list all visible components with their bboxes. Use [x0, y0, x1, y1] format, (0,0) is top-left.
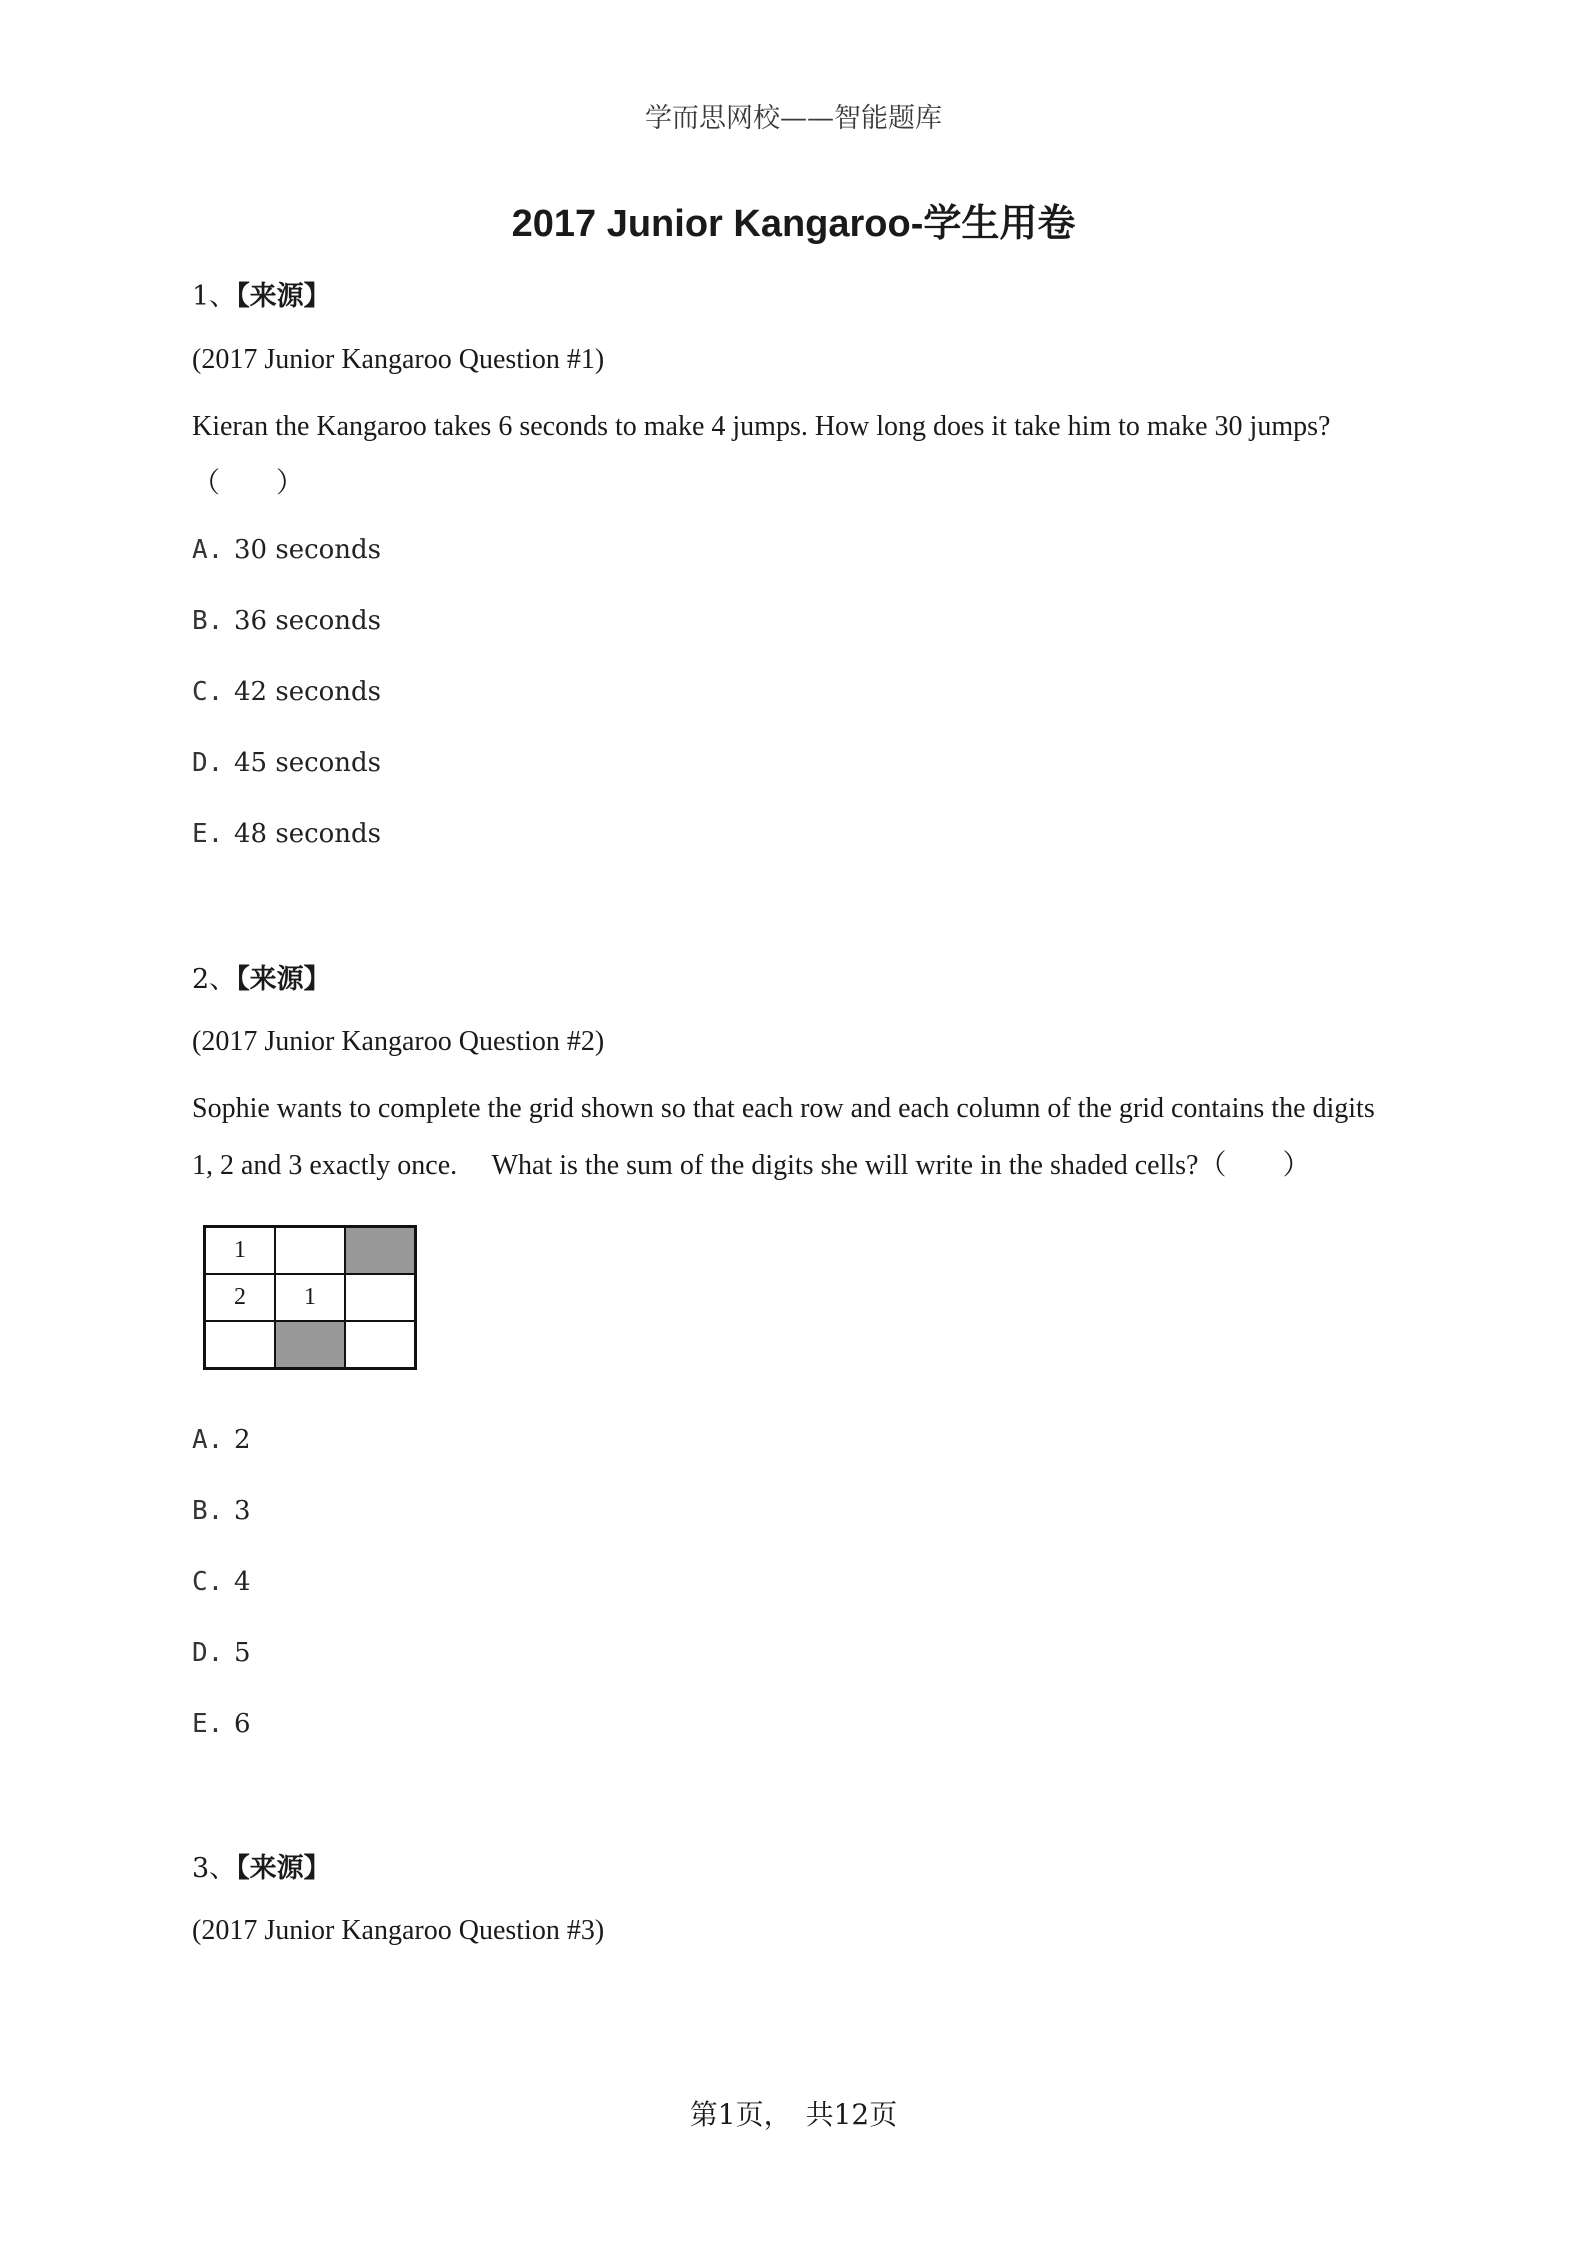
page-footer: 第1页， 共12页: [689, 2098, 898, 2131]
source-label: 【来源】: [236, 1853, 331, 1884]
grid-cell: 1: [275, 1274, 345, 1321]
option-b: B. 36 seconds: [192, 606, 382, 636]
grid-cell: [345, 1321, 416, 1369]
option-d: D. 45 seconds: [192, 748, 382, 778]
option-e: E. 6: [192, 1709, 251, 1739]
grid-cell: [275, 1227, 345, 1275]
question-number: 1、: [192, 281, 237, 312]
question-2-text-continued: 1, 2 and 3 exactly once. What is the sum of the digits she will write in the shaded cells?（ ）: [192, 1150, 1311, 1181]
page-header: 学而思网校——智能题库: [645, 103, 942, 134]
grid-cell: [345, 1274, 416, 1321]
grid-cell: 2: [205, 1274, 276, 1321]
option-c: C. 4: [192, 1567, 251, 1597]
option-b: B. 3: [192, 1496, 251, 1526]
question-2-source: (2017 Junior Kangaroo Question #2): [192, 1026, 605, 1057]
answer-blank: （ ）: [192, 468, 305, 499]
question-1-source: (2017 Junior Kangaroo Question #1): [192, 344, 605, 375]
grid-cell: 1: [205, 1227, 276, 1275]
digit-grid: [203, 1225, 417, 1370]
option-d: D. 5: [192, 1638, 251, 1668]
question-1-heading: [192, 274, 331, 313]
option-c: C. 42 seconds: [192, 677, 382, 707]
grid-cell-shaded: [345, 1227, 416, 1275]
source-label: 【来源】: [236, 281, 331, 312]
question-number: 2、: [192, 964, 237, 995]
question-3-heading: [192, 1846, 331, 1885]
source-label: 【来源】: [236, 964, 331, 995]
option-a: A. 30 seconds: [192, 535, 382, 565]
option-e: E. 48 seconds: [192, 819, 382, 849]
grid-cell: [205, 1321, 276, 1369]
question-1-text: Kieran the Kangaroo takes 6 seconds to make 4 jumps. How long does it take him to make 30 jumps?: [192, 411, 1331, 442]
option-a: A. 2: [192, 1425, 251, 1455]
question-number: 3、: [192, 1853, 237, 1884]
document-title: 2017 Junior Kangaroo-学生用卷: [511, 203, 1076, 245]
question-2-heading: [192, 957, 331, 996]
question-2-text: Sophie wants to complete the grid shown so that each row and each column of the grid contains the digits: [192, 1093, 1375, 1124]
grid-cell-shaded: [275, 1321, 345, 1369]
question-3-source: (2017 Junior Kangaroo Question #3): [192, 1915, 605, 1946]
